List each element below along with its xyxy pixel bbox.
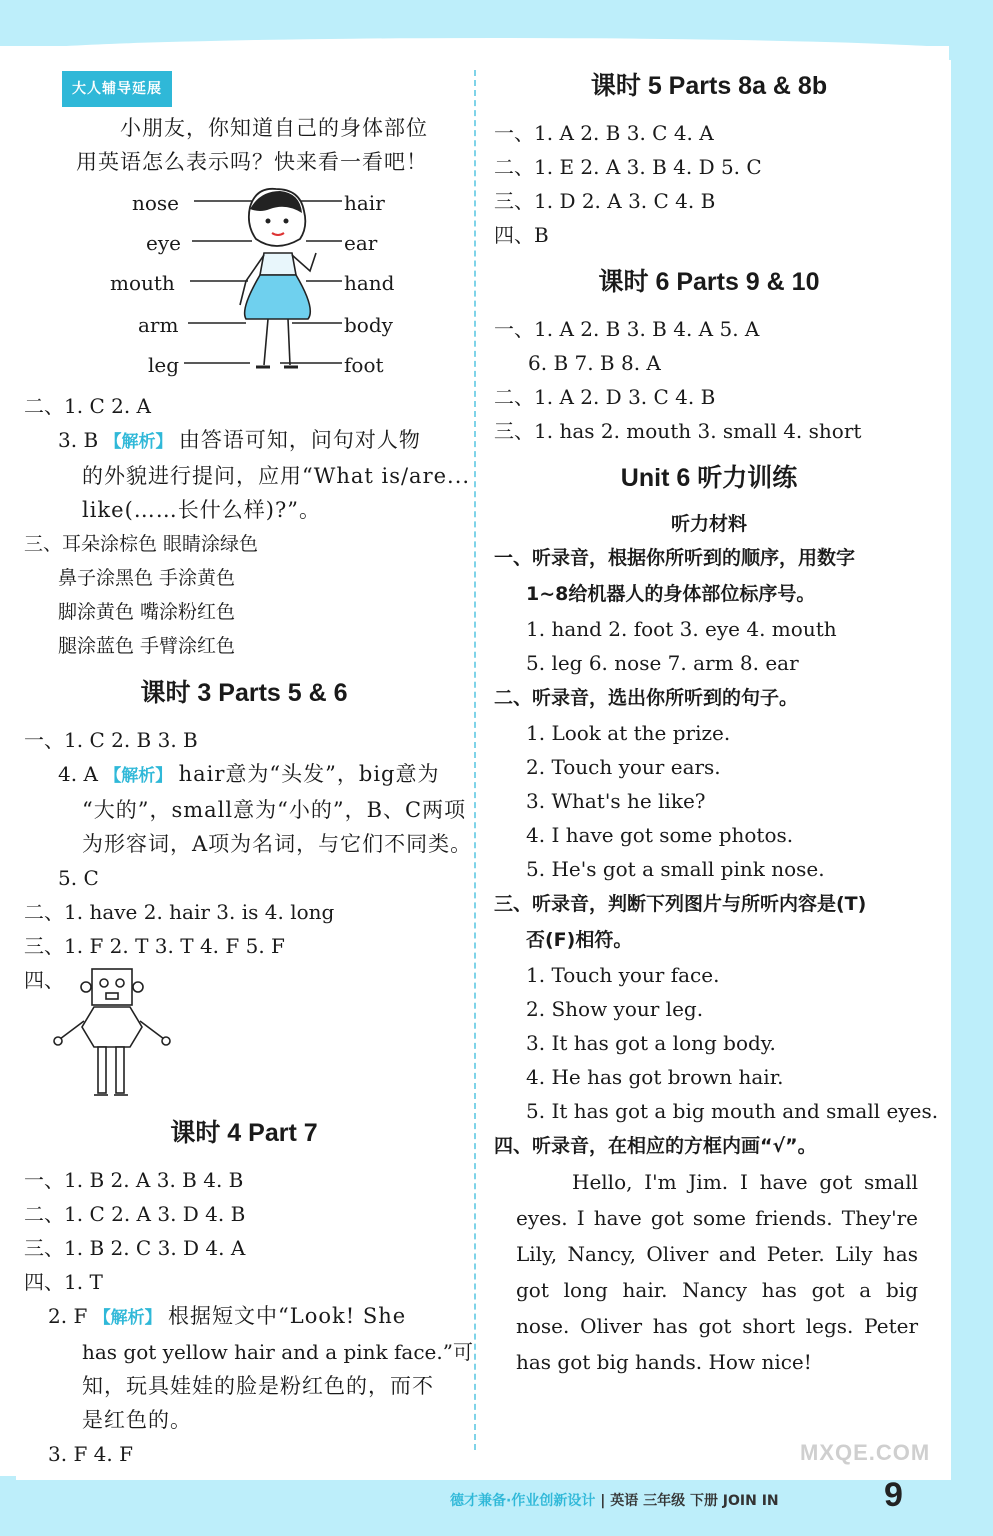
analysis-text: has got yellow hair and a pink face.”可 [82, 1340, 473, 1364]
list-item: 4. I have got some photos. [526, 823, 794, 847]
page-number: 9 [884, 1476, 903, 1514]
watermark: MXQE.COM [800, 1440, 931, 1465]
page-footer [450, 1490, 779, 1510]
question-heading: 三、听录音，判断下列图片与所听内容是(T) [494, 893, 867, 915]
list-item: 1. Look at the prize. [526, 721, 731, 745]
list-item: 2. Touch your ears. [526, 755, 721, 779]
question-heading: 四、听录音，在相应的方框内画“√”。 [494, 1135, 817, 1157]
top-decorative-band [0, 0, 993, 46]
answer-row: 6. B 7. B 8. A [528, 351, 661, 375]
list-item: 1. Touch your face. [526, 963, 720, 987]
lesson-5-title: 课时 5 Parts 8a & 8b [590, 72, 828, 100]
label-ear: ear [344, 231, 378, 255]
list-item: 5. It has got a big mouth and small eyes. [526, 1099, 939, 1123]
listening-passage: Hello, I'm Jim. I have got small eyes. I have got some friends. They're Lily, Nancy, Oliver and Peter. Lily has got long hair. Nancy has got a big nose. Oliver has got short legs. Peter has got big hands. How nice! [516, 1170, 918, 1374]
answer-row: 5. leg 6. nose 7. arm 8. ear [526, 651, 799, 675]
label-mouth: mouth [110, 271, 175, 295]
analysis-tag: 【解析】 [104, 432, 173, 452]
answer-row: 二、1. A 2. D 3. C 4. B [494, 385, 716, 409]
tutor-tag: 大人辅导延展 [62, 71, 172, 107]
answer-row: 3. F 4. F [48, 1442, 133, 1466]
question-heading: 一、听录音，根据你所听到的顺序，用数字 [494, 547, 856, 569]
analysis-text: hair意为“头发”，big意为 [178, 762, 440, 786]
label-foot: foot [344, 353, 384, 377]
answer-row: 三、1. F 2. T 3. T 4. F 5. F [24, 934, 285, 958]
answer-row: 二、1. C 2. A [24, 394, 151, 418]
question-heading: 1~8给机器人的身体部位标序号。 [526, 583, 816, 605]
answer-row: 四、B [494, 223, 549, 247]
list-item: 3. What's he like? [526, 789, 706, 813]
label-body: body [344, 313, 393, 337]
analysis-text: 的外貌进行提问，应用“What is/are... [82, 464, 471, 488]
answer-explained [24, 423, 464, 459]
left-column [24, 70, 473, 1471]
label-leg: leg [148, 353, 180, 377]
unit-title: Unit 6 听力训练 [620, 464, 798, 492]
robot-drawing [50, 963, 190, 1103]
footer-info: | 英语 三年级 下册 JOIN IN [600, 1493, 779, 1509]
analysis-text: 由答语可知，问句对人物 [178, 428, 421, 452]
lesson-6-title: 课时 6 Parts 9 & 10 [598, 268, 820, 296]
lesson-3-title: 课时 3 Parts 5 & 6 [140, 679, 348, 707]
coloring-line: 腿涂蓝色 手臂涂红色 [58, 635, 236, 657]
answer-explained [24, 1299, 464, 1335]
answer-row: 一、1. A 2. B 3. C 4. A [494, 121, 714, 145]
answer-row: 5. C [58, 866, 99, 890]
answer-row: 三、1. B 2. C 3. D 4. A [24, 1236, 246, 1260]
analysis-text: 是红色的。 [82, 1408, 192, 1432]
answer-row: 一、1. A 2. B 3. B 4. A 5. A [494, 317, 760, 341]
label-arm: arm [138, 313, 179, 337]
right-column [494, 66, 939, 1380]
answer-row: 三、1. D 2. A 3. C 4. B [494, 189, 716, 213]
girl-illustration [24, 179, 464, 389]
answer-row: 二、1. C 2. A 3. D 4. B [24, 1202, 246, 1226]
label-eye: eye [146, 231, 181, 255]
footer-brand: 德才兼备·作业创新设计 [450, 1493, 596, 1509]
list-item: 5. He's got a small pink nose. [526, 857, 825, 881]
body-parts-figure [24, 179, 464, 389]
question-heading: 否(F)相符。 [526, 929, 633, 951]
material-title: 听力材料 [670, 513, 747, 535]
coloring-line: 脚涂黄色 嘴涂粉红色 [58, 601, 236, 623]
lesson-4-title: 课时 4 Part 7 [170, 1119, 318, 1147]
answer-row: 三、1. has 2. mouth 3. small 4. short [494, 419, 862, 443]
answer-row: 1. hand 2. foot 3. eye 4. mouth [526, 617, 837, 641]
answer-value: 3. B [58, 428, 99, 452]
answer-row: 二、1. E 2. A 3. B 4. D 5. C [494, 155, 762, 179]
list-item: 3. It has got a long body. [526, 1031, 776, 1055]
answer-explained [24, 757, 464, 793]
question-heading: 二、听录音，选出你所听到的句子。 [494, 687, 799, 709]
list-item: 2. Show your leg. [526, 997, 704, 1021]
analysis-tag: 【解析】 [93, 1308, 162, 1328]
coloring-line: 三、耳朵涂棕色 眼睛涂绿色 [24, 533, 259, 555]
label-hand: hand [344, 271, 395, 295]
analysis-text: 知，玩具娃娃的脸是粉红色的，而不 [82, 1374, 434, 1398]
answer-value: 2. F [48, 1304, 88, 1328]
coloring-line: 鼻子涂黑色 手涂黄色 [58, 567, 236, 589]
list-item: 4. He has got brown hair. [526, 1065, 784, 1089]
answer-value: 4. A [58, 762, 98, 786]
analysis-text: 根据短文中“Look! She [168, 1304, 407, 1328]
answer-row: 一、1. C 2. B 3. B [24, 728, 198, 752]
intro-line-1: 小朋友，你知道自己的身体部位 [120, 116, 428, 140]
analysis-text: like(……长什么样)?”。 [82, 498, 321, 522]
analysis-tag: 【解析】 [104, 766, 173, 786]
column-divider [474, 70, 476, 1450]
answer-row: 一、1. B 2. A 3. B 4. B [24, 1168, 244, 1192]
analysis-text: “大的”，small意为“小的”，B、C两项 [82, 798, 467, 822]
answer-row: 四、1. T [24, 1270, 103, 1294]
answer-row: 二、1. have 2. hair 3. is 4. long [24, 900, 335, 924]
analysis-text: 为形容词，A项为名词，与它们不同类。 [82, 832, 473, 856]
answer-label: 四、 [24, 968, 64, 992]
right-decorative-band [949, 0, 993, 1536]
robot-answer [24, 963, 464, 1103]
label-nose: nose [132, 191, 180, 215]
intro-line-2: 用英语怎么表示吗？快来看一看吧！ [76, 150, 428, 174]
label-hair: hair [344, 191, 385, 215]
